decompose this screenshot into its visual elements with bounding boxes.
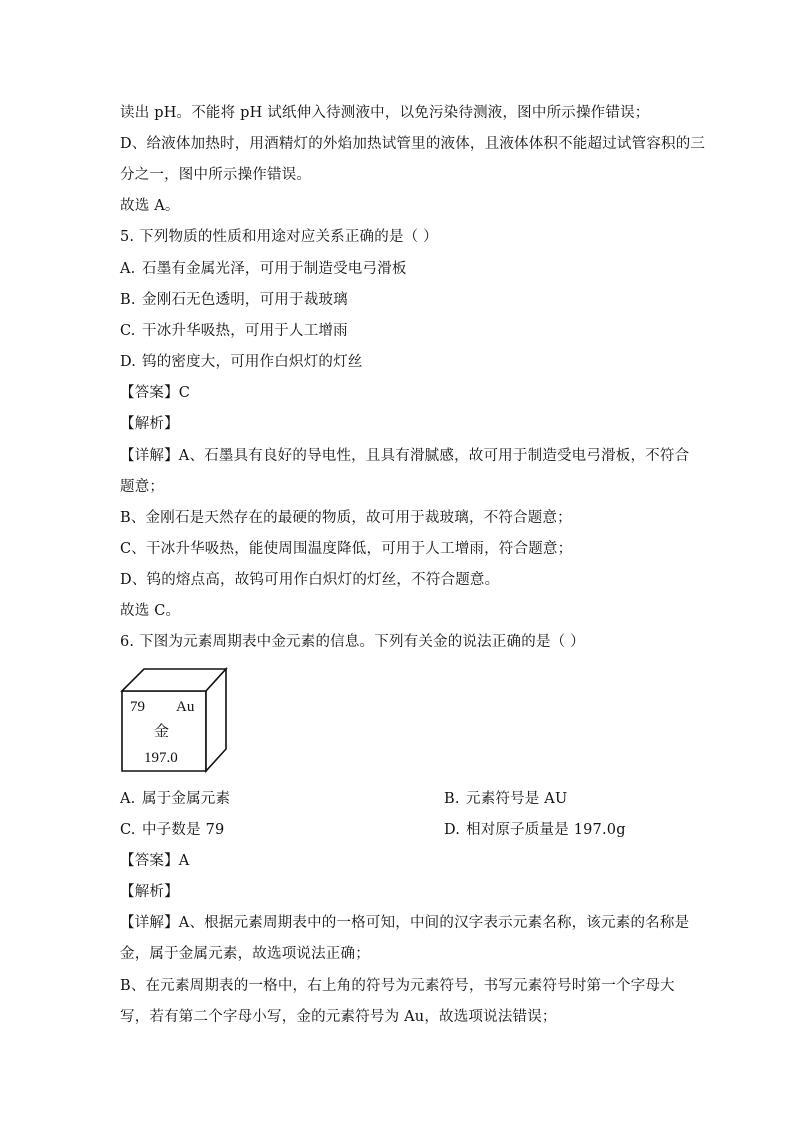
text-line: 分之一，图中所示操作错误。 (120, 167, 312, 183)
text-line: D、给液体加热时，用酒精灯的外焰加热试管里的液体，且液体体积不能超过试管容积的三 (120, 136, 706, 152)
element-name: 金 (154, 724, 170, 740)
option-text: 相对原子质量是 197.0g (466, 822, 626, 838)
q6-option-a (120, 789, 230, 809)
option-text: 元素符号是 AU (466, 791, 568, 807)
text-line: 故选 A。 (120, 198, 180, 214)
option-text: 属于金属元素 (142, 791, 231, 807)
q6-detail-line: 写，若有第二个字母小写，金的元素符号为 Au，故选项说法错误； (120, 1009, 557, 1025)
q5-option-b (120, 290, 348, 310)
atomic-mass: 197.0 (144, 750, 178, 766)
q5-option-d (120, 352, 363, 372)
text-line: 读出 pH。不能将 pH 试纸伸入待测液中，以免污染待测液，图中所示操作错误； (120, 105, 650, 121)
q5-conclusion: 故选 C。 (120, 603, 181, 619)
option-label: D. (444, 822, 461, 838)
q5-detail-line: B、金刚石是天然存在的最硬的物质，故可用于裁玻璃，不符合题意； (120, 510, 572, 526)
q5-detail-line: D、钨的熔点高，故钨可用作白炽灯的灯丝，不符合题意。 (120, 572, 500, 588)
element-tile-gold (120, 667, 228, 773)
q6-analysis-title: 【解析】 (120, 884, 179, 900)
q6-answer: 【答案】A (120, 853, 190, 869)
element-symbol: Au (176, 699, 195, 715)
q5-detail-line: 【详解】A、石墨具有良好的导电性，且具有滑腻感，故可用于制造受电弓滑板，不符合 (120, 448, 690, 464)
q5-detail-line: C、干冰升华吸热，能使周围温度降低，可用于人工增雨，符合题意； (120, 541, 573, 557)
q6-detail-line: 【详解】A、根据元素周期表中的一格可知，中间的汉字表示元素名称，该元素的名称是 (120, 915, 690, 931)
q6-option-d (444, 820, 626, 840)
option-text: 石墨有金属光泽，可用于制造受电弓滑板 (142, 261, 407, 277)
option-label: A. (120, 791, 136, 807)
option-text: 钨的密度大，可用作白炽灯的灯丝 (142, 354, 363, 370)
option-label: B. (444, 791, 460, 807)
option-label: C. (120, 822, 136, 838)
q5-answer: 【答案】C (120, 385, 191, 401)
q5-option-c (120, 321, 348, 341)
atomic-number: 79 (130, 699, 145, 715)
option-text: 中子数是 79 (142, 822, 225, 838)
option-text: 干冰升华吸热，可用于人工增雨 (142, 323, 348, 339)
option-label: C. (120, 323, 136, 339)
q5-option-a (120, 259, 407, 279)
option-label: B. (120, 292, 136, 308)
q6-option-c (120, 820, 224, 840)
q5-detail-line: 题意； (120, 479, 165, 495)
option-label: A. (120, 261, 136, 277)
q6-detail-line: 金，属于金属元素，故选项说法正确； (120, 946, 370, 962)
option-text: 金刚石无色透明，可用于裁玻璃 (142, 292, 348, 308)
q5-analysis-title: 【解析】 (120, 416, 179, 432)
q6-detail-line: B、在元素周期表的一格中，右上角的符号为元素符号，书写元素符号时第一个字母大 (120, 978, 675, 994)
question-5-stem: 5. 下列物质的性质和用途对应关系正确的是（ ） (120, 229, 438, 245)
question-6-stem: 6. 下图为元素周期表中金元素的信息。下列有关金的说法正确的是（ ） (120, 634, 585, 650)
q6-option-b (444, 789, 567, 809)
option-label: D. (120, 354, 137, 370)
